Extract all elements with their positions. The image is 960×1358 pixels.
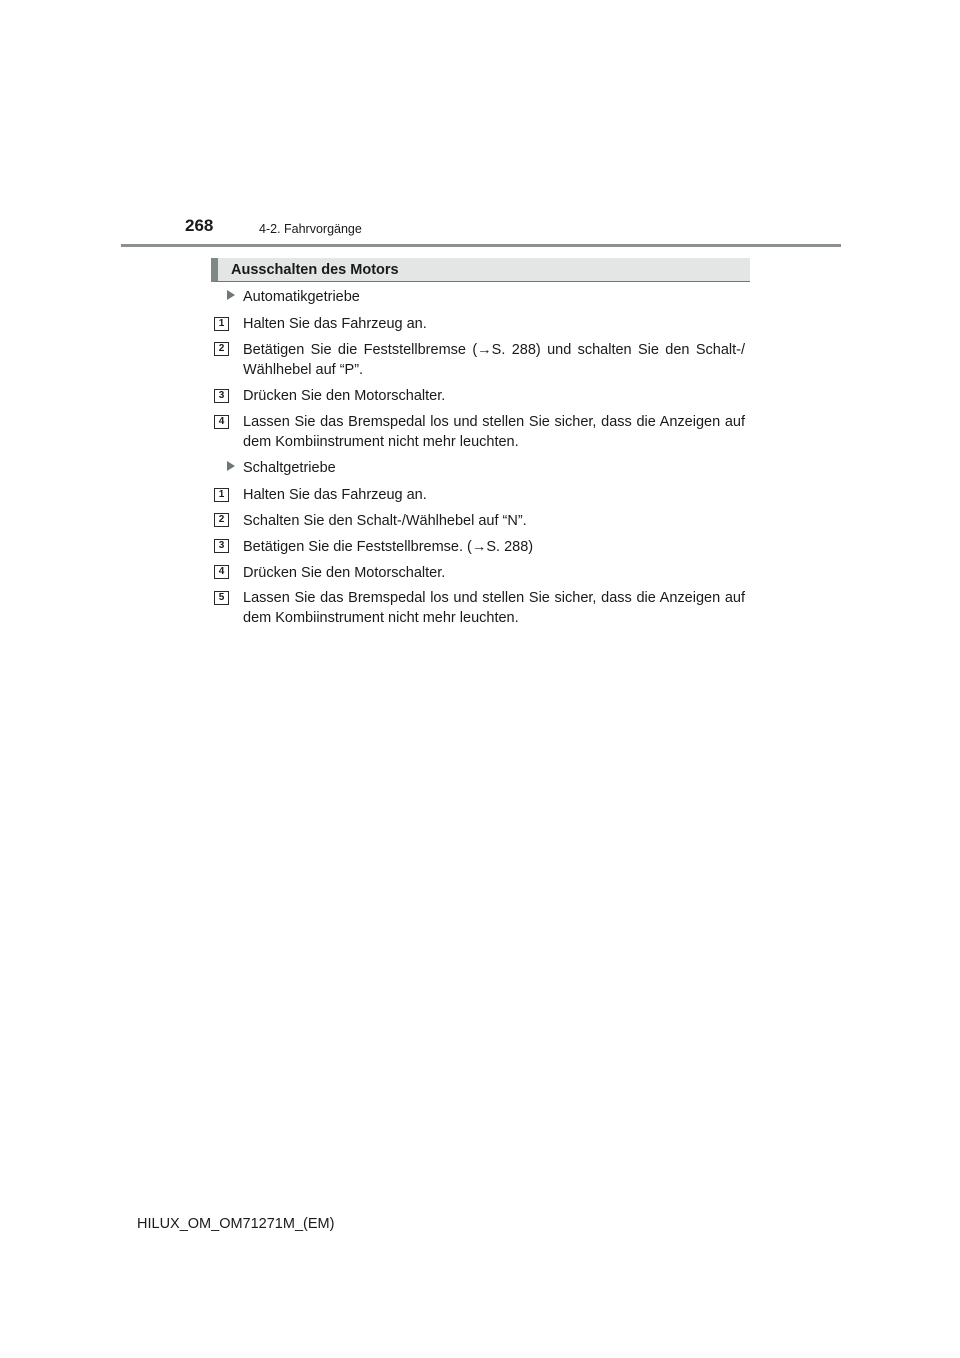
step-number: 3 [214, 539, 229, 553]
subheading-manual-label: Schaltgetriebe [243, 460, 336, 476]
step-number: 4 [214, 415, 229, 429]
step-number: 1 [214, 317, 229, 331]
footer-document-code: HILUX_OM_OM71271M_(EM) [137, 1216, 335, 1232]
step-number: 5 [214, 591, 229, 605]
step-number: 4 [214, 565, 229, 579]
triangle-right-icon [227, 461, 235, 471]
section-path: 4-2. Fahrvorgänge [259, 222, 362, 236]
step-number: 3 [214, 389, 229, 403]
subheading-manual [227, 460, 336, 476]
step-number: 2 [214, 513, 229, 527]
step-text: Lassen Sie das Bremspedal los und stellen Sie sicher, dass die Anzeigen auf dem Kombiinstrument nicht mehr leuchten. [243, 414, 745, 450]
subheading-automatic [227, 289, 360, 305]
section-title: Ausschalten des Motors [231, 262, 399, 278]
step-text: Drücken Sie den Motorschalter. [243, 565, 446, 581]
step-text: Lassen Sie das Bremspedal los und stellen Sie sicher, dass die Anzeigen auf dem Kombiinstrument nicht mehr leuchten. [243, 590, 745, 626]
step-text: Halten Sie das Fahrzeug an. [243, 487, 427, 503]
step-text: Betätigen Sie die Feststellbremse. (→S. 288) [243, 539, 534, 555]
subheading-automatic-label: Automatikgetriebe [243, 289, 360, 305]
step-number: 1 [214, 488, 229, 502]
triangle-right-icon [227, 290, 235, 300]
page-number: 268 [185, 216, 214, 235]
step-number: 2 [214, 342, 229, 356]
header-divider [121, 244, 841, 247]
step-text: Halten Sie das Fahrzeug an. [243, 316, 427, 332]
step-text: Drücken Sie den Motorschalter. [243, 388, 446, 404]
step-text: Schalten Sie den Schalt-/Wählhebel auf “N”. [243, 513, 527, 529]
section-title-bar [211, 258, 750, 282]
step-text: Betätigen Sie die Feststellbremse (→S. 288) und schalten Sie den Schalt-/ Wählhebel auf “P”. [243, 342, 745, 378]
